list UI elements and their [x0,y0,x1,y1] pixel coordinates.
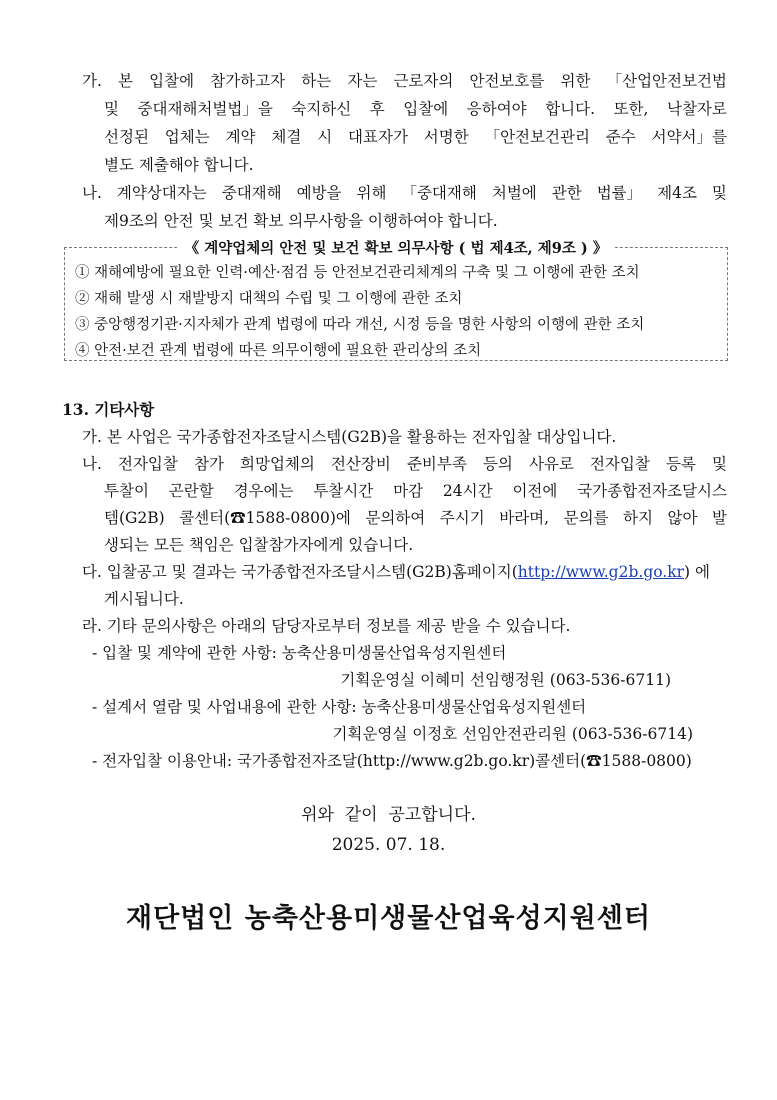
para-ga-line-1: 가. 본 입찰에 참가하고자 하는 자는 근로자의 안전보호를 위한 「산업안전보건법 [82,72,727,90]
s13-da-line-1 [82,562,710,582]
obligation-item-3: ③ 중앙행정기관·지자체가 관계 법령에 따라 개선, 시정 등을 명한 사항의 이행에 관한 조치 [75,317,645,333]
s13-da-prefix: 다. 입찰공고 및 결과는 국가종합전자조달시스템(G2B)홈페이지( [82,563,518,581]
s13-na-line-2: 투찰이 곤란할 경우에는 투찰시간 마감 24시간 이전에 국가종합전자조달시스 [104,482,727,500]
obligation-item-4: ④ 안전·보건 관계 법령에 따른 의무이행에 필요한 관리상의 조치 [75,343,482,359]
para-ga-line-3: 선정된 업체는 계약 체결 시 대표자가 서명한 「안전보건관리 준수 서약서」를 [104,128,727,146]
s13-ga: 가. 본 사업은 국가종합전자조달시스템(G2B)을 활용하는 전자입찰 대상입니다. [82,428,617,446]
obligations-box [64,240,728,361]
obligations-box-title: 《 계약업체의 안전 및 보건 확보 의무사항 ( 법 제4조, 제9조 ) 》 [177,240,616,257]
para-na-line-1: 나. 계약상대자는 중대재해 예방을 위해 「중대재해 처벌에 관한 법률」 제4조 및 [82,184,727,202]
para-ga-line-4: 별도 제출해야 합니다. [104,156,254,174]
s13-da-suffix: ) 에 [684,563,710,581]
para-ga-line-2: 및 중대재해처벌법」을 숙지하신 후 입찰에 응하여야 합니다. 또한, 낙찰자로 [104,100,727,118]
s13-na-line-4: 생되는 모든 책임은 입찰참가자에게 있습니다. [104,536,414,554]
closing-statement: 위와 같이 공고합니다. [301,805,476,825]
contact-2-label: - 설계서 열람 및 사업내용에 관한 사항: 농축산용미생물산업육성지원센터 [92,698,587,716]
s13-da-line-2: 게시됩니다. [104,590,184,608]
section-13-heading: 13. 기타사항 [62,400,155,419]
contact-3-label: - 전자입찰 이용안내: 국가종합전자조달(http://www.g2b.go.kr)콜센터(☎1588-0800) [92,752,692,770]
contact-1-label: - 입찰 및 계약에 관한 사항: 농축산용미생물산업육성지원센터 [92,644,507,662]
s13-na-line-3: 템(G2B) 콜센터(☎1588-0800)에 문의하여 주시기 바라며, 문의를 하지 않아 발 [104,509,727,527]
closing-date: 2025. 07. 18. [331,835,446,855]
para-na-line-2: 제9조의 안전 및 보건 확보 의무사항을 이행하여야 합니다. [104,212,498,230]
obligation-item-2: ② 재해 발생 시 재발방지 대책의 수립 및 그 이행에 관한 조치 [75,291,463,307]
obligation-item-1: ① 재해예방에 필요한 인력·예산·점검 등 안전보건관리체계의 구축 및 그 이행에 관한 조치 [75,265,640,281]
contact-2-detail: 기획운영실 이정호 선임안전관리원 (063-536-6714) [332,725,693,743]
organization-name: 재단법인 농축산용미생물산업육성지원센터 [126,903,651,934]
contact-1-detail: 기획운영실 이혜미 선임행정원 (063-536-6711) [340,671,671,689]
s13-ra: 라. 기타 문의사항은 아래의 담당자로부터 정보를 제공 받을 수 있습니다. [82,617,571,635]
s13-na-line-1: 나. 전자입찰 참가 희망업체의 전산장비 준비부족 등의 사유로 전자입찰 등록 및 [82,455,727,473]
g2b-homepage-link[interactable]: http://www.g2b.go.kr [517,563,685,581]
